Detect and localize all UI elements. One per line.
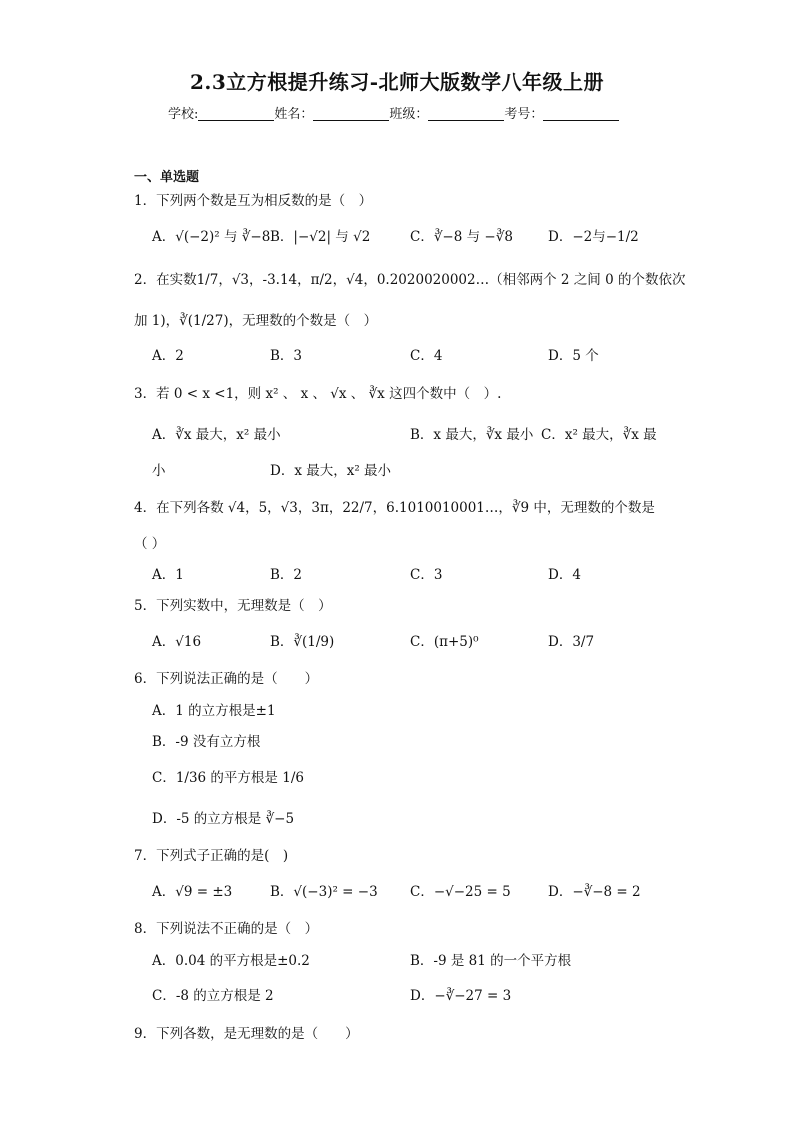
- question-7-option-a[interactable]: A．√9 = ±3: [152, 884, 233, 900]
- question-3-option-c-wrap: 小: [152, 463, 166, 479]
- question-6-option-a[interactable]: A．1 的立方根是±1: [152, 703, 276, 719]
- question-6-option-c[interactable]: C．1/36 的平方根是 1/6: [152, 770, 304, 786]
- question-8-option-b[interactable]: B．-9 是 81 的一个平方根: [410, 953, 572, 969]
- question-8-stem: 8．下列说法不正确的是（ ）: [134, 921, 319, 937]
- question-3-option-c[interactable]: C．x² 最大，∛x 最: [541, 427, 657, 443]
- question-8-option-c[interactable]: C．-8 的立方根是 2: [152, 988, 274, 1004]
- question-4-stem: 4．在下列各数 √4，5，√3，3π，22/7，6.1010010001…，∛9 中，无理数的个数是: [134, 500, 655, 516]
- question-3-option-a[interactable]: A．∛x 最大，x² 最小: [152, 427, 281, 443]
- question-1-option-a[interactable]: A．√(−2)² 与 ∛−8: [152, 229, 271, 245]
- question-3-stem: 3．若 0 < x <1，则 x² 、 x 、 √x 、 ∛x 这四个数中（ ）.: [134, 386, 502, 402]
- question-5-stem: 5．下列实数中，无理数是（ ）: [134, 598, 332, 614]
- question-2-option-c[interactable]: C．4: [410, 348, 443, 364]
- question-1-option-c[interactable]: C．∛−8 与 −∛8: [410, 229, 513, 245]
- question-4-stem-line2: （ ）: [134, 536, 166, 552]
- question-8-option-d[interactable]: D．−∛−27 = 3: [410, 988, 512, 1004]
- question-6-option-d[interactable]: D．-5 的立方根是 ∛−5: [152, 811, 295, 827]
- question-1-option-d[interactable]: D．−2与−1/2: [548, 229, 639, 245]
- question-4-option-b[interactable]: B．2: [270, 567, 303, 583]
- school-blank[interactable]: [198, 106, 274, 121]
- question-2-option-a[interactable]: A．2: [152, 348, 184, 364]
- question-2-option-d[interactable]: D．5 个: [548, 348, 599, 364]
- question-5-option-a[interactable]: A．√16: [152, 634, 202, 650]
- section-title: 一、单选题: [134, 170, 200, 185]
- name-blank[interactable]: [313, 106, 389, 121]
- question-7-stem: 7．下列式子正确的是( ): [134, 848, 289, 864]
- question-5-option-b[interactable]: B．∛(1/9): [270, 634, 335, 650]
- question-3-option-b[interactable]: B．x 最大，∛x 最小: [410, 427, 534, 443]
- question-8-option-a[interactable]: A．0.04 的平方根是±0.2: [152, 953, 310, 969]
- question-9-stem: 9．下列各数，是无理数的是（ ）: [134, 1026, 359, 1042]
- question-2-stem-line2: 加 1)，∛(1/27)，无理数的个数是（ ）: [134, 313, 378, 329]
- school-label: 学校:: [168, 107, 199, 122]
- student-info-line: [168, 103, 619, 122]
- number-blank[interactable]: [543, 106, 619, 121]
- question-7-option-d[interactable]: D．−∛−8 = 2: [548, 884, 641, 900]
- class-label: 班级：: [389, 107, 429, 122]
- name-label: 姓名：: [274, 107, 314, 122]
- question-4-option-a[interactable]: A．1: [152, 567, 184, 583]
- question-6-option-b[interactable]: B．-9 没有立方根: [152, 734, 261, 750]
- question-2-option-b[interactable]: B．3: [270, 348, 303, 364]
- question-6-stem: 6．下列说法正确的是（ ）: [134, 671, 319, 687]
- question-4-option-d[interactable]: D．4: [548, 567, 581, 583]
- question-5-option-d[interactable]: D．3/7: [548, 634, 595, 650]
- question-3-option-d[interactable]: D．x 最大，x² 最小: [270, 463, 392, 479]
- number-label: 考号：: [504, 107, 544, 122]
- question-4-option-c[interactable]: C．3: [410, 567, 443, 583]
- class-blank[interactable]: [428, 106, 504, 121]
- worksheet-title: 2.3立方根提升练习-北师大版数学八年级上册: [189, 70, 605, 94]
- question-1-option-b[interactable]: B．|−√2| 与 √2: [270, 229, 371, 245]
- question-7-option-c[interactable]: C．−√−25 = 5: [410, 884, 511, 900]
- question-2-stem: 2．在实数1/7，√3，-3.14，π/2，√4，0.2020020002…（相邻两个 2 之间 0 的个数依次: [134, 272, 686, 288]
- question-1-stem: 1．下列两个数是互为相反数的是（ ）: [134, 193, 373, 209]
- question-7-option-b[interactable]: B．√(−3)² = −3: [270, 884, 378, 900]
- question-5-option-c[interactable]: C．(π+5)⁰: [410, 634, 479, 650]
